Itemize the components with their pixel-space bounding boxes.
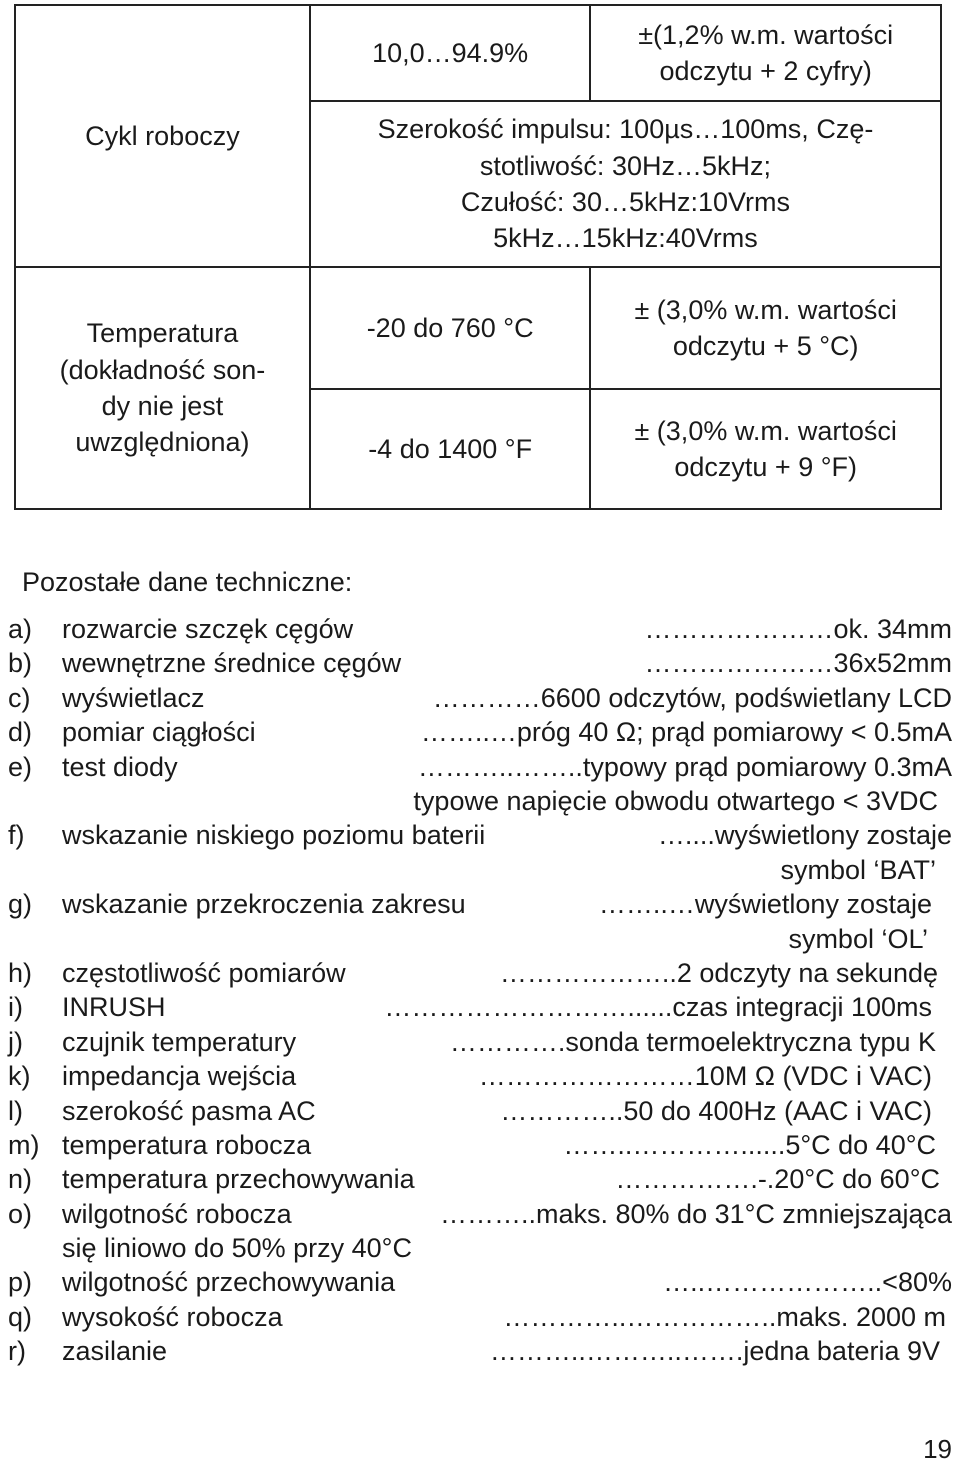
spec-item-c: c) wyświetlacz …………6600 odczytów, podświetlany LCD	[8, 682, 952, 713]
duty-cycle-label: Cykl roboczy	[15, 5, 310, 267]
temperature-accuracy-fahrenheit: ± (3,0% w.m. wartości odczytu + 9 °F)	[590, 389, 941, 509]
spec-item-p: p) wilgotność przechowywania …..………………..<80%	[8, 1267, 952, 1298]
temperature-range-celsius: -20 do 760 °C	[310, 267, 590, 389]
spec-item-o: o) wilgotność robocza ………..maks. 80% do 31°C zmniejszająca się liniowo do 50% przy 40°C	[8, 1198, 952, 1264]
other-specs-heading: Pozostałe dane techniczne:	[22, 567, 353, 597]
spec-item-f: f) wskazanie niskiego poziomu baterii …....wyświetlony zostaje symbol ‘BAT’	[8, 820, 952, 885]
temperature-accuracy-celsius: ± (3,0% w.m. wartości odczytu + 5 °C)	[590, 267, 941, 389]
spec-item-b: b) wewnętrzne średnice cęgów …………………36x52mm	[8, 648, 952, 679]
spec-table	[14, 4, 942, 510]
page-number: 19	[923, 1434, 952, 1464]
spec-item-g: g) wskazanie przekroczenia zakresu ……..…wyświetlony zostaje symbol ‘OL’	[8, 889, 932, 954]
temperature-range-fahrenheit: -4 do 1400 °F	[310, 389, 590, 509]
duty-cycle-range: 10,0…94.9%	[310, 5, 590, 101]
spec-item-j: j) czujnik temperatury ………….sonda termoelektryczna typu K	[8, 1026, 936, 1057]
temperature-label: Temperatura (dokładność son- dy nie jest uwzględniona)	[15, 267, 310, 509]
spec-item-e: e) test diody ………..……..typowy prąd pomiarowy 0.3mA typowe napięcie obwodu otwartego < 3VDC	[8, 751, 952, 816]
spec-item-r: r) zasilanie ………..………..…….jedna bateria 9V	[8, 1336, 940, 1367]
spec-list	[8, 612, 952, 1369]
duty-cycle-accuracy: ±(1,2% w.m. wartości odczytu + 2 cyfry)	[590, 5, 941, 101]
spec-item-n: n) temperatura przechowywania …………….-.20°C do 60°C	[8, 1164, 940, 1195]
spec-item-l: l) szerokość pasma AC …………..50 do 400Hz (AAC i VAC)	[8, 1095, 932, 1126]
spec-item-h: h) częstotliwość pomiarów ………………..2 odczyty na sekundę	[8, 957, 938, 988]
duty-cycle-conditions: Szerokość impulsu: 100µs…100ms, Czę- stotliwość: 30Hz…5kHz; Czułość: 30…5kHz:10Vrms 5kHz…15kHz:40Vrms	[310, 101, 941, 267]
spec-item-m: m) temperatura robocza ……..…………......5°C do 40°C	[8, 1129, 936, 1160]
spec-item-i: i) INRUSH ………………………......czas integracji 100ms	[8, 992, 932, 1023]
spec-item-d: d) pomiar ciągłości ……..…próg 40 Ω; prąd pomiarowy < 0.5mA	[8, 717, 952, 748]
spec-item-a: a) rozwarcie szczęk cęgów …………………ok. 34mm	[8, 614, 952, 644]
spec-item-q: q) wysokość robocza …………..……………..maks. 2000 m	[8, 1301, 946, 1332]
spec-item-k: k) impedancja wejścia ……………………10M Ω (VDC i VAC)	[8, 1061, 932, 1092]
